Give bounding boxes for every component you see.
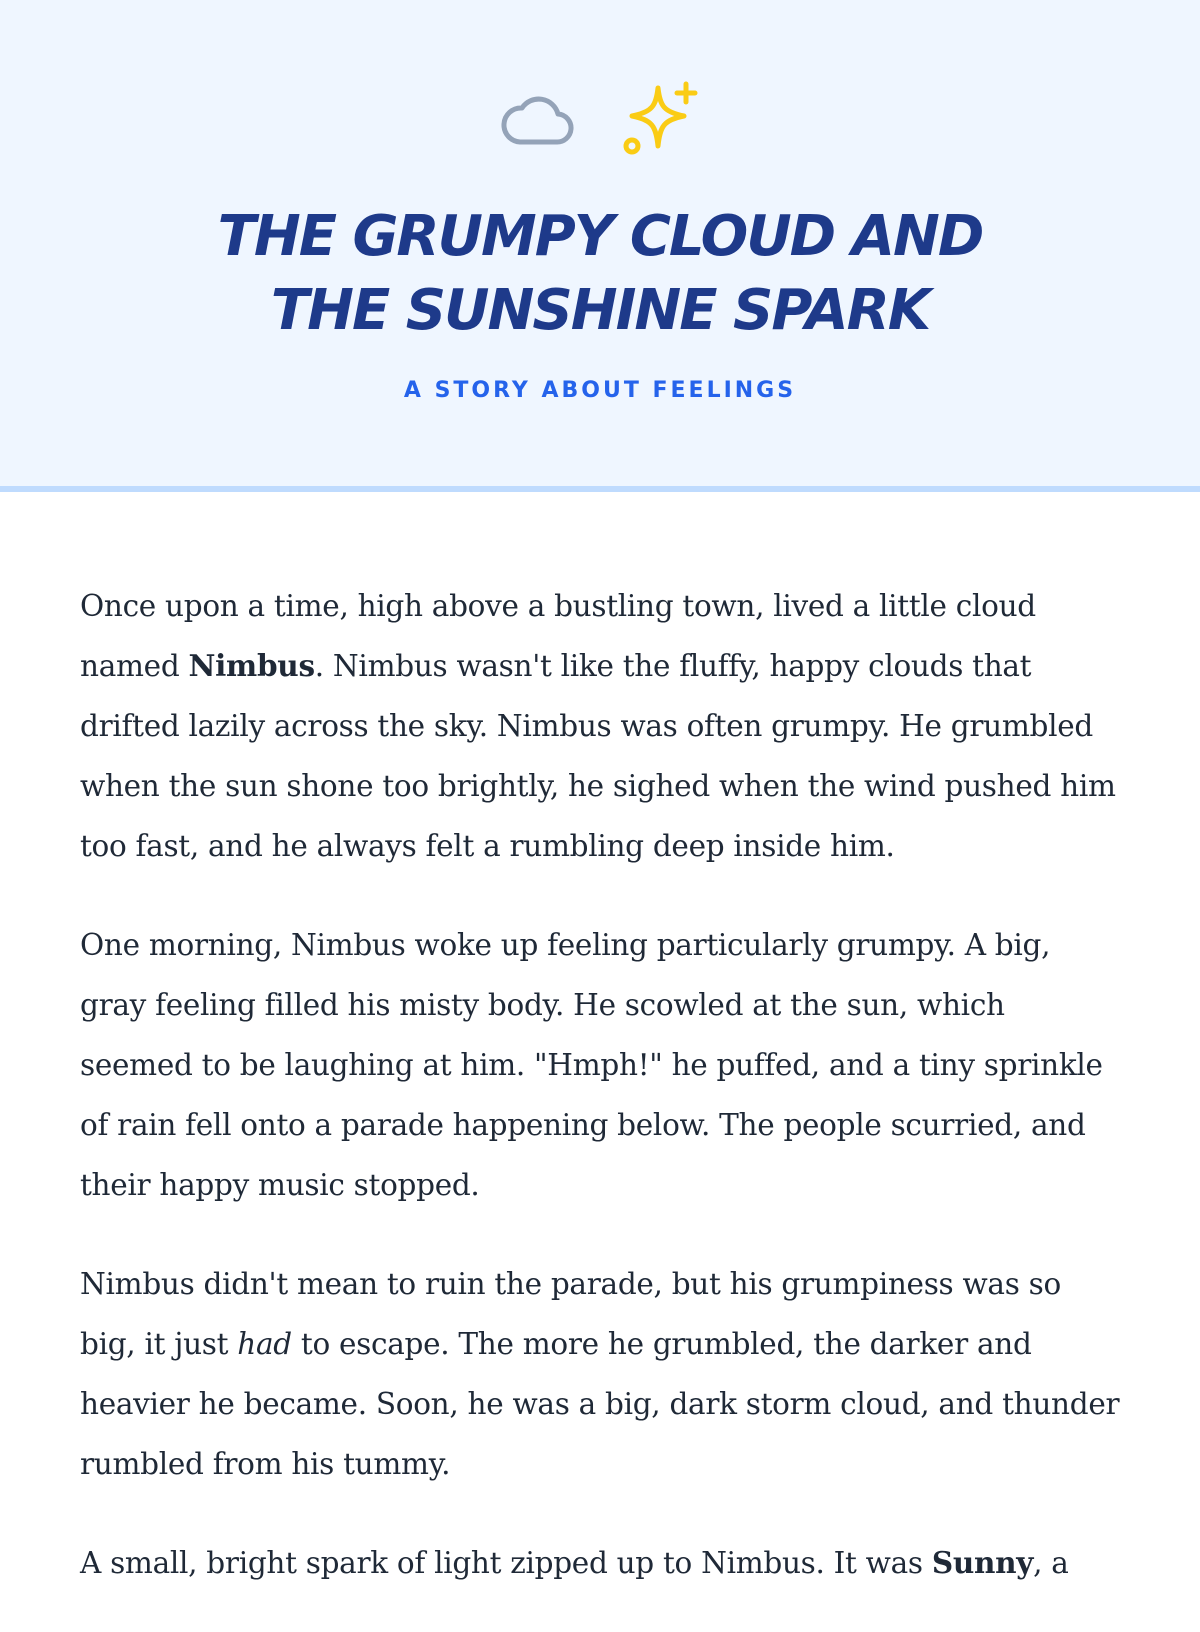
character-name-nimbus: Nimbus (188, 648, 315, 683)
story-paragraph-2: One morning, Nimbus woke up feeling particularly grumpy. A big, gray feeling filled his misty body. He scowled at the sun, which seemed to be laughing at him. "Hmph!" he puffed, and a tiny sprinkle of rain fell onto a parade happening below. The people scurried, and their happy music stopped. (80, 928, 1103, 1202)
story-paragraph-1 (80, 576, 1120, 876)
emphasis-had: had (237, 1327, 292, 1361)
sparkles-icon (620, 80, 700, 160)
p3-text-start: Nimbus didn't mean to ruin the parade, but his grumpiness was so big, it just (80, 1267, 1061, 1361)
title-line-2: THE SUNSHINE SPARK (270, 278, 930, 343)
page-title (100, 200, 1100, 348)
page-subtitle: A STORY ABOUT FEELINGS (403, 378, 797, 403)
story-paragraph-4 (80, 1533, 1120, 1593)
p1-text-start: Once upon a time, high above a bustling town, lived a little cloud named (80, 589, 1036, 683)
story-body (80, 576, 1120, 1632)
title-line-1: THE GRUMPY CLOUD AND (217, 204, 983, 269)
cloud-icon (500, 90, 576, 150)
p4-text-end: , a (1033, 1546, 1069, 1580)
p1-text-end: . Nimbus wasn't like the fluffy, happy clouds that drifted lazily across the sky. Nimbus was often grumpy. He grumbled when the sun shone too brightly, he sighed when the wind pushed him too fast, and he always felt a rumbling deep inside him. (80, 649, 1116, 863)
story-paragraph-3 (80, 1254, 1120, 1494)
character-name-sunny: Sunny (931, 1545, 1034, 1580)
story-header (0, 0, 1200, 492)
p4-text-start: A small, bright spark of light zipped up to Nimbus. It was (80, 1546, 932, 1580)
p3-text-end: to escape. The more he grumbled, the darker and heavier he became. Soon, he was a big, dark storm cloud, and thunder rumbled from his tummy. (80, 1327, 1120, 1481)
header-icons (0, 80, 1200, 160)
